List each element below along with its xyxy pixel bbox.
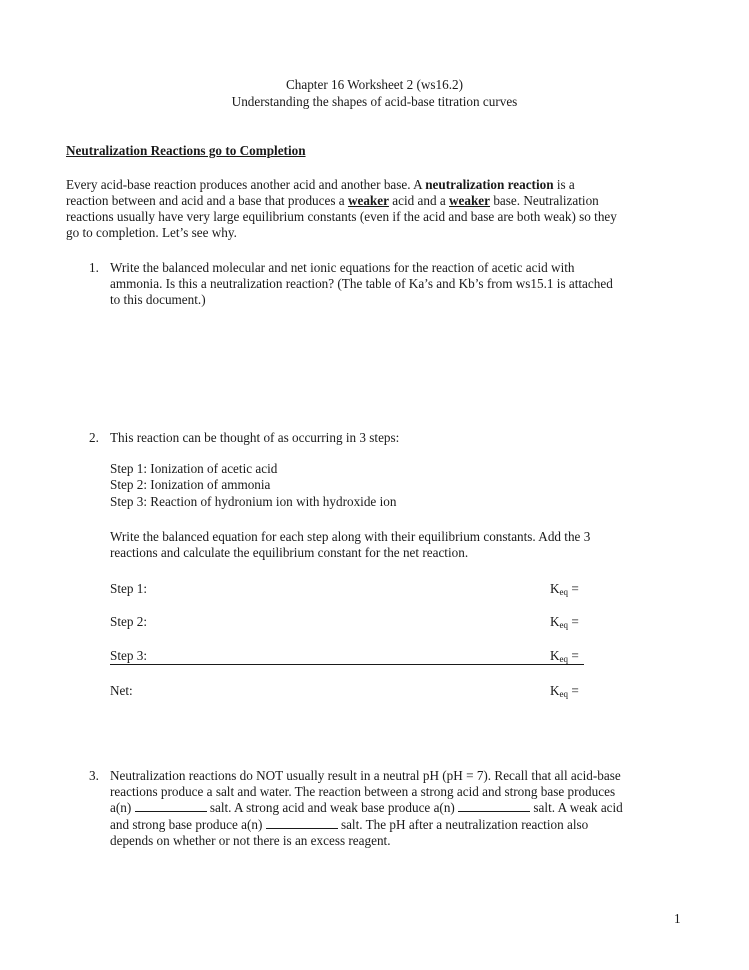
keq-equals: = — [568, 648, 579, 663]
answer-blank-strong-acid-weak-base[interactable] — [458, 799, 530, 812]
keq-subscript: eq — [559, 689, 569, 699]
intro-text: acid and a — [388, 193, 449, 208]
q3-line-4 — [110, 816, 588, 833]
keq-label — [550, 613, 579, 630]
q2-step-1: Step 1: Ionization of acetic acid — [110, 461, 278, 476]
row-label: Step 3: — [110, 648, 147, 663]
answer-blank-strong-strong[interactable] — [135, 799, 207, 812]
q3-line-1: Neutralization reactions do NOT usually result in a neutral pH (pH = 7). Recall that all acid-base — [110, 768, 621, 783]
row-label: Step 1: — [110, 581, 147, 596]
q3-text: salt. A weak acid — [530, 800, 623, 815]
keq-k: K — [550, 581, 560, 596]
q2-step-2: Step 2: Ionization of ammonia — [110, 477, 271, 492]
intro-text: Every acid-base reaction produces another acid and another base. A — [66, 177, 426, 192]
q1-line-3: to this document.) — [110, 292, 206, 307]
keq-subscript: eq — [559, 587, 569, 597]
q2-row-step-3 — [110, 647, 584, 665]
intro-line-2 — [66, 192, 599, 209]
term-neutralization-reaction: neutralization reaction — [425, 177, 554, 192]
intro-line-3: reactions usually have very large equilibrium constants (even if the acid and base are both weak) so they — [66, 209, 617, 224]
section-heading: Neutralization Reactions go to Completion — [66, 143, 306, 158]
keq-k: K — [550, 683, 560, 698]
q3-line-3 — [110, 799, 623, 816]
row-label: Net: — [110, 683, 133, 698]
q2-instructions-1: Write the balanced equation for each step along with their equilibrium constants. Add the 3 — [110, 529, 591, 544]
keq-label — [550, 647, 579, 664]
intro-line-4: go to completion. Let’s see why. — [66, 225, 237, 240]
q3-text: and strong base produce a(n) — [110, 817, 266, 832]
q2-instructions-2: reactions and calculate the equilibrium constant for the net reaction. — [110, 545, 469, 560]
q3-number: 3. — [89, 768, 99, 783]
page-title: Chapter 16 Worksheet 2 (ws16.2) — [285, 77, 464, 92]
keq-equals: = — [568, 614, 579, 629]
keq-equals: = — [568, 683, 579, 698]
keq-k: K — [550, 648, 560, 663]
keq-equals: = — [568, 581, 579, 596]
emphasis-weaker: weaker — [347, 193, 389, 208]
q2-row-net — [110, 682, 584, 699]
q2-step-3: Step 3: Reaction of hydronium ion with hydroxide ion — [110, 494, 397, 509]
keq-subscript: eq — [559, 654, 569, 664]
q1-line-2: ammonia. Is this a neutralization reaction? (The table of Ka’s and Kb’s from ws15.1 is attached — [110, 276, 613, 291]
q3-line-2: reactions produce a salt and water. The reaction between a strong acid and strong base produces — [110, 784, 616, 799]
q3-text: salt. A strong acid and weak base produce a(n) — [206, 800, 459, 815]
keq-k: K — [550, 614, 560, 629]
q2-row-step-2 — [110, 613, 584, 630]
page-number: 1 — [674, 911, 681, 926]
keq-subscript: eq — [559, 620, 569, 630]
q3-text: salt. The pH after a neutralization reaction also — [337, 817, 589, 832]
q1-number: 1. — [89, 260, 99, 275]
answer-blank-weak-acid-strong-base[interactable] — [266, 816, 338, 829]
intro-text: base. Neutralization — [490, 193, 599, 208]
q3-text: a(n) — [110, 800, 135, 815]
intro-text: reaction between and acid and a base that produces a — [66, 193, 348, 208]
q1-line-1: Write the balanced molecular and net ionic equations for the reaction of acetic acid with — [110, 260, 575, 275]
q2-intro: This reaction can be thought of as occurring in 3 steps: — [110, 430, 400, 445]
intro-line-1 — [66, 176, 575, 193]
intro-text: is a — [553, 177, 575, 192]
q3-line-5: depends on whether or not there is an excess reagent. — [110, 833, 391, 848]
emphasis-weaker: weaker — [449, 193, 491, 208]
q2-row-step-1 — [110, 580, 584, 597]
page-subtitle: Understanding the shapes of acid-base titration curves — [231, 94, 518, 109]
row-label: Step 2: — [110, 614, 147, 629]
keq-label — [550, 580, 579, 597]
keq-label — [550, 682, 579, 699]
q2-number: 2. — [89, 430, 99, 445]
